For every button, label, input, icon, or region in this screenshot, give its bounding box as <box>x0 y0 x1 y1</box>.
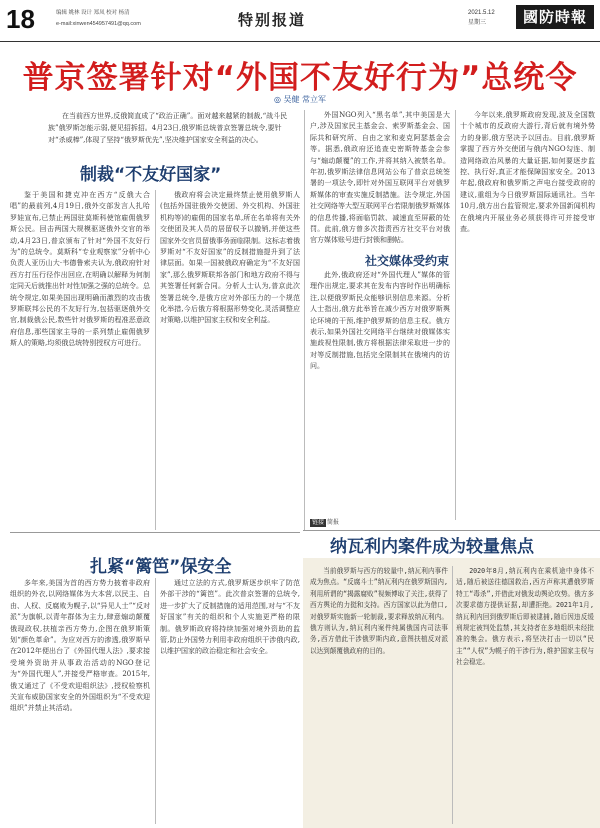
column-divider <box>452 566 453 824</box>
email-line: e-mail:xinwen454957491@qq.com <box>56 21 141 27</box>
section-divider <box>10 532 300 533</box>
issue-date <box>468 8 495 28</box>
column-divider <box>155 190 156 530</box>
column-e1 <box>310 566 448 824</box>
subhead-social-media: 社交媒体受约束 <box>365 254 450 268</box>
brief-label: 简报 <box>327 519 340 526</box>
link-badge: 链接 <box>312 520 325 526</box>
section-divider <box>303 530 600 531</box>
column-b2 <box>310 270 450 515</box>
column-c1 <box>460 110 595 520</box>
date-text: 2021.5.12 <box>468 10 495 16</box>
paragraph: 当前俄罗斯与西方的较量中,纳瓦利内事件成为焦点。“反腐斗士”纳瓦利内在俄罗斯国内,利用所谓的“揭露腐败”视频博取了关注,获得了西方舆论的力挺和支持。西方国家以此为借口,对俄罗斯实施新一轮制裁,要求释放纳瓦利内。俄方则认为,纳瓦利内案件纯属俄国内司法事务,西方借此干涉俄罗斯内政,意图扶植反对派以达到颠覆俄政府的目的。 <box>310 567 448 655</box>
paragraph: 鉴于美国和捷克冲在西方“反俄大合唱”的最前列,4月19日,俄外交部发言人扎哈罗娃宣布,已禁止两国驻莫斯科使馆雇佣俄罗斯公民。回击两国大规模驱逐俄外交官的举动,4月23日,普京颁布了针对“外国不友好行为”的总统令。莫斯科“专业观察家”分析中心负责人亚历山大·韦德鲁索夫认为,俄政府针对西方打压行径作出回应,在明确以解释为何制定同天后就推出针对性加强之强的总统令。总统令规定,如果美国出现明确而激烈的攻击俄罗斯联邦公民的不友好行为,包括驱逐俄外交官,制裁俄公民,数些针对俄罗斯的程准恶意政府信息,那些国家主导的一系列禁止雇佣俄罗斯人的策略,均须俄总统特别授权方可进行。 <box>10 191 150 348</box>
paragraph: 此外,俄政府还对“外国代理人”媒体的管理作出规定,要求其在发布内容时作出明确标注,以便俄罗斯民众能够识别信息来源。分析人士指出,俄方此举旨在减少西方对俄罗斯舆论环境的干预,维护俄罗斯的信息主权。俄方表示,如果外国社交网络平台继续对俄媒体实施歧视性限制,俄方将根据法律采取进一步的对等反制措施,包括完全限制其在俄境内的访问。 <box>310 271 450 371</box>
subhead-fence: 扎紧“篱笆”保安全 <box>90 557 232 577</box>
byline: ◎ 吴健 常立军 <box>273 95 327 104</box>
paragraph: 通过立法的方式,俄罗斯逐步织牢了防范外部干涉的“篱笆”。此次普京签署的总统令,进一步扩大了反制措施的适用范围,对与“不友好国家”有关的组织和个人实施更严格的限制。俄罗斯政府将持续加强对境外资助的监管,防止外国势力利用非政府组织干涉俄内政,以维护国家的政治稳定和社会安全。 <box>160 579 300 656</box>
lead-paragraph: 在当前西方世界,反俄简直成了“政治正确”。面对越来越紧的制裁,“战斗民族”俄罗斯怎能示弱,便见招拆招。4月23日,俄罗斯总统普京签署总统令,要针对“杀威棒”,体现了坚持“俄罗斯优先”,坚决维护国家安全利益的决心。 <box>48 112 288 144</box>
main-headline: 普京签署针对“外国不友好行为”总统令 <box>22 60 578 96</box>
editor-credits <box>56 8 141 30</box>
paragraph: 多年来,美国为首的西方势力披着非政府组织的外衣,以网络媒体为大本营,以民主、自由、人权、反腐败为幌子,以“异见人士”“反对派”为旗帜,以青年群体为主力,肆意煽动颠覆俄现政权,扶植亲西方势力,企图在俄罗斯策划“颜色革命”。为应对西方的渗透,俄罗斯早在2012年便出台了《外国代理人法》,要求接受境外资助并从事政治活动的NGO登记为“外国代理人”,并接受严格审查。2015年,俄又通过了《不受欢迎组织法》,授权检察机关宣布威胁国家安全的外国组织为“不受欢迎组织”并禁止其活动。 <box>10 579 150 713</box>
subhead-sanctions: 制裁“不友好国家” <box>80 165 222 185</box>
page-header <box>0 0 600 42</box>
section-title: 特别报道 <box>238 11 307 29</box>
paragraph: 俄政府将会决定最终禁止使用俄罗斯人(包括外国驻俄外交使团、外交机构、外国驻机构等)的雇佣的国家名单,所在名单将有关外交使团及其人员的居留权予以撤销,并使这些国家外交官员留俄事务面临限制。这标志着俄罗斯对“不友好国家”的反制措施提升到了法律层面。如果一国被俄政府确定为“不友好国家”,那么俄罗斯联邦各部门和地方政府不得与其签署任何新合同。分析人士认为,普京此次签署总统令,是俄方应对外部压力的一个规范化举措,今后俄方将根据形势变化,灵活调整应对策略,以维护国家主权和安全利益。 <box>160 191 300 325</box>
editor-line: 编辑 姚林 设计 郑凤 校对 杨清 <box>56 10 130 16</box>
column-d2 <box>160 578 300 824</box>
page-number: 18 <box>6 4 35 34</box>
column-divider <box>304 110 305 530</box>
column-a2 <box>160 190 300 530</box>
column-e2 <box>456 566 594 824</box>
paragraph: 外国NGO列入“黑名单”,其中美国是大户,涉及国家民主基金会、索罗斯基金会、国际共和研究所、自由之家和麦克阿瑟基金会等。据悉,俄政府还追查史密斯特基金会参与“煽动颠覆”的工作,并将其纳入被禁名单。年初,俄罗斯法律信息网站公布了普京总统签署的一项法令,即针对外国互联网平台对俄罗斯媒体的审查实施反制措施。法令规定,外国社交网络等大型互联网平台若限制俄罗斯媒体的信息传播,将面临罚款、减速直至屏蔽的处罚。此前,俄方曾多次指责西方社交平台对俄官方媒体账号进行封锁和删帖。 <box>310 111 450 245</box>
column-d1 <box>10 578 150 824</box>
column-divider <box>455 110 456 520</box>
column-a1 <box>10 190 150 530</box>
paragraph: 今年以来,俄罗斯政府发现,波及全国数十个城市的反政府大游行,背后就有境外势力的身影,俄方坚决予以回击。目前,俄罗斯掌握了西方外交使团与俄内NGO勾连、制造网络政治风暴的大量证据,如何要逐步监控、执行好,真正才能保障国家安全。2013年起,俄政府和俄罗斯之声电台接受政府的建议,重组为今日俄罗斯国际通讯社。当年10月,俄方出台监管规定,要求外国新闻机构在俄境内开展业务必须获得许可并接受审查。 <box>460 111 595 234</box>
subhead-navalny: 纳瓦利内案件成为较量焦点 <box>330 537 534 557</box>
column-divider <box>155 578 156 824</box>
paragraph: 2020年8月,纳瓦利内在乘机途中身体不适,随后被送往德国救治,西方声称其遭俄罗斯特工“毒杀”,并借此对俄发动舆论攻势。俄方多次要求德方提供证据,却遭拒绝。2021年1月,纳瓦利内回到俄罗斯后即被逮捕,随后因违反缓刑规定被判处监禁,其支持者在多地组织未经批准的集会。俄方表示,将坚决打击一切以“民主”“人权”为幌子的干涉行为,维护国家主权与社会稳定。 <box>456 567 594 667</box>
weekday-text: 星期三 <box>468 20 487 26</box>
newspaper-logo: 國防時報 <box>516 5 594 29</box>
